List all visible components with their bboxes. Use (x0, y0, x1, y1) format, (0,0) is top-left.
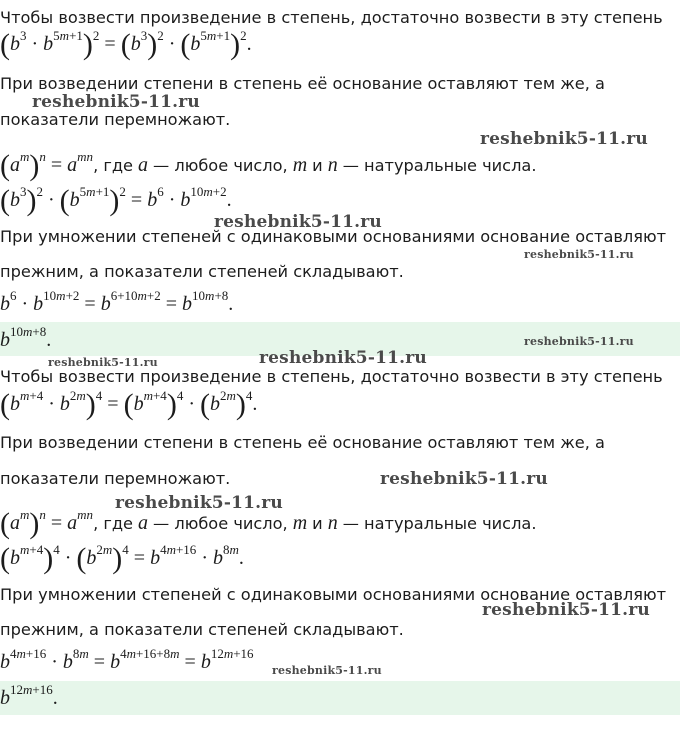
intro-text-2: Чтобы возвести произведение в степень, достаточно возвести в эту степень (0, 367, 663, 386)
watermark: reshebnik5-11.ru (214, 212, 382, 232)
naturals-text: — натуральные числа. (342, 156, 537, 175)
any-number-text: — любое число, (153, 156, 288, 175)
mult-rule-text-2b: прежним, а показатели степеней складывают. (0, 620, 404, 639)
watermark: reshebnik5-11.ru (48, 356, 158, 369)
watermark: reshebnik5-11.ru (272, 664, 382, 677)
answer-2: $b^{12m+16}$. (0, 682, 58, 709)
answer-band-2 (0, 681, 680, 715)
formula-expand-2: $(b^{m+4})^4 \cdot (b^{2m})^4 = b^{4m+16} \cdot b^{8m}$. (0, 542, 244, 575)
intro-text-1: Чтобы возвести произведение в степень, достаточно возвести в эту степень (0, 8, 663, 27)
mult-rule-text-1a: При умножении степеней с одинаковыми основаниями основание оставляют (0, 227, 667, 246)
power-rule-text-1a: При возведении степени в степень её основание оставляют тем же, а (0, 74, 605, 93)
formula-product-power-1: $(b^3 \cdot b^{5m+1})^2 = (b^3)^2 \cdot (b^{5m+1})^2$. (0, 28, 252, 61)
answer-1: $b^{10m+8}$. (0, 324, 52, 351)
formula-power-of-power-2: $(a^m)^n = a^{mn}$, где a — любое число, m и n — натуральные числа. (0, 507, 537, 540)
where-text: , где (93, 514, 134, 533)
where-text: , где (93, 156, 134, 175)
watermark: reshebnik5-11.ru (115, 493, 283, 513)
power-rule-text-2a: При возведении степени в степень её основание оставляют тем же, а (0, 433, 605, 452)
mult-rule-text-1b: прежним, а показатели степеней складывают. (0, 262, 404, 281)
and-text: и (312, 156, 323, 175)
formula-sum-exponents-2: $b^{4m+16} \cdot b^{8m} = b^{4m+16+8m} = b^{12m+16}$ (0, 646, 254, 673)
watermark: reshebnik5-11.ru (482, 600, 650, 620)
formula-sum-exponents-1: $b^6 \cdot b^{10m+2} = b^{6+10m+2} = b^{10m+8}$. (0, 288, 234, 315)
watermark: reshebnik5-11.ru (524, 335, 634, 348)
formula-expand-1: $(b^3)^2 \cdot (b^{5m+1})^2 = b^6 \cdot b^{10m+2}$. (0, 184, 232, 217)
power-rule-text-1b: показатели перемножают. (0, 110, 231, 129)
watermark: reshebnik5-11.ru (524, 248, 634, 261)
any-number-text: — любое число, (153, 514, 288, 533)
formula-power-of-power-1: $(a^m)^n = a^{mn}$, где a — любое число, m и n — натуральные числа. (0, 149, 537, 182)
watermark: reshebnik5-11.ru (480, 129, 648, 149)
formula-product-power-2: $(b^{m+4} \cdot b^{2m})^4 = (b^{m+4})^4 \cdot (b^{2m})^4$. (0, 388, 258, 421)
watermark: reshebnik5-11.ru (380, 469, 548, 489)
mult-rule-text-2a: При умножении степеней с одинаковыми основаниями основание оставляют (0, 585, 667, 604)
watermark: reshebnik5-11.ru (32, 92, 200, 112)
watermark: reshebnik5-11.ru (259, 348, 427, 368)
and-text: и (312, 514, 323, 533)
power-rule-text-2b: показатели перемножают. (0, 469, 231, 488)
naturals-text: — натуральные числа. (342, 514, 537, 533)
